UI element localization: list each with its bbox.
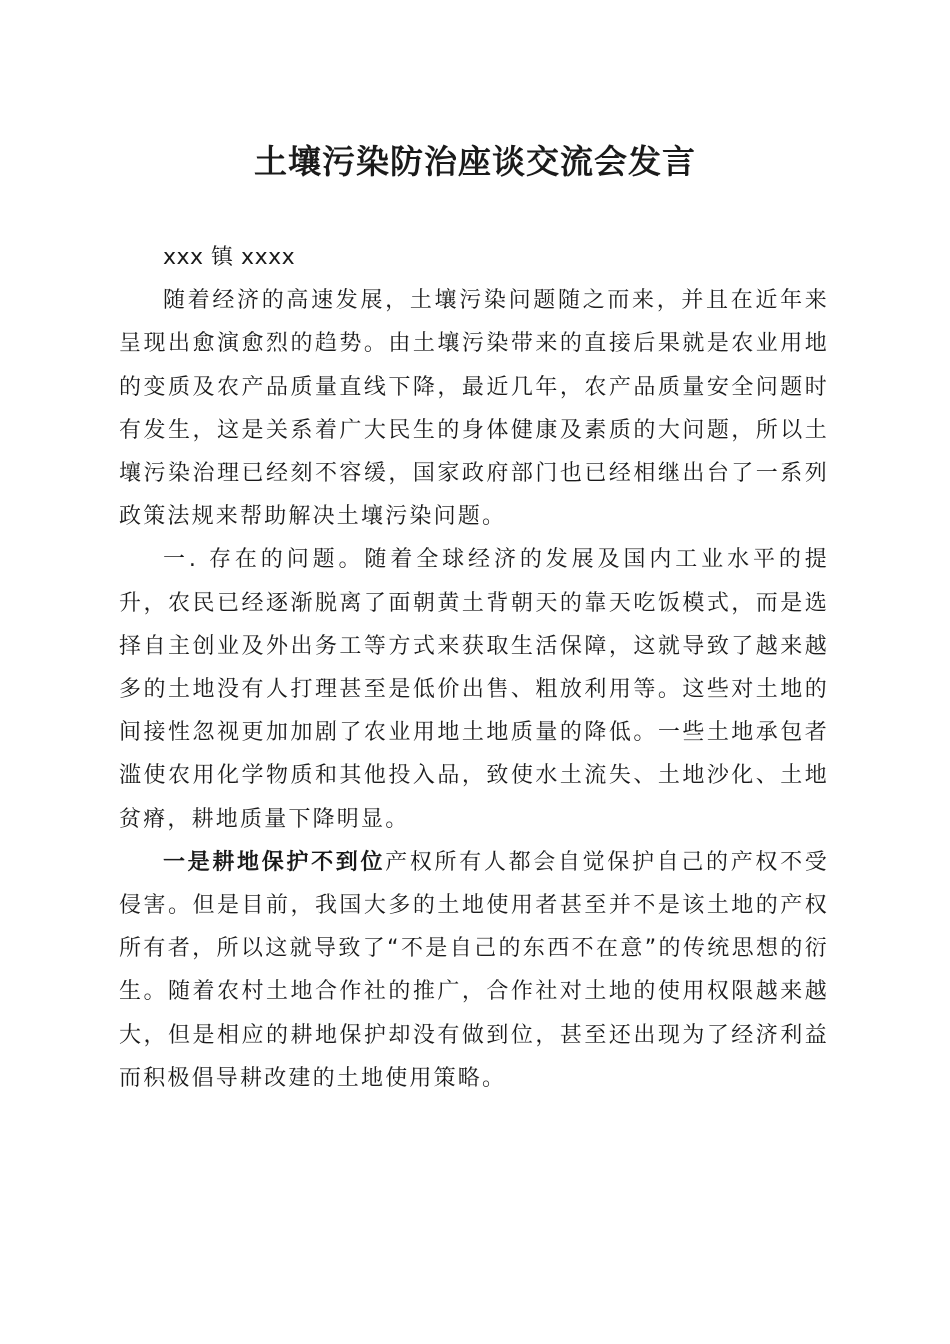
document-body bbox=[119, 236, 829, 1100]
section-one-text: 产权所有人都会自觉保护自己的产权不受侵害。但是目前，我国大多的土地使用者甚至并不是该土地的产权所有者，所以这就导致了“不是自己的东西不在意”的传统思想的衍生。随着农村土地合作社的推广，合作社对土地的使用权限越来越大，但是相应的耕地保护却没有做到位，甚至还出现为了经济利益而积极倡导耕改建的土地使用策略。 bbox=[119, 849, 829, 1091]
problems-paragraph: 一. 存在的问题。随着全球经济的发展及国内工业水平的提升，农民已经逐渐脱离了面朝黄土背朝天的靠天吃饭模式，而是选择自主创业及外出务工等方式来获取生活保障，这就导致了越来越多的土地没有人打理甚至是低价出售、粗放利用等。这些对土地的间接性忽视更加加剧了农业用地土地质量的降低。一些土地承包者滥使农用化学物质和其他投入品，致使水土流失、土地沙化、土地贫瘠，耕地质量下降明显。 bbox=[119, 547, 829, 832]
author-line: xxx 镇 xxxx bbox=[163, 245, 296, 270]
section-one-paragraph bbox=[119, 841, 829, 1100]
document-title: 土壤污染防治座谈交流会发言 bbox=[254, 142, 696, 181]
intro-paragraph: 随着经济的高速发展，土壤污染问题随之而来，并且在近年来呈现出愈演愈烈的趋势。由土壤污染带来的直接后果就是农业用地的变质及农产品质量直线下降，最近几年，农产品质量安全问题时有发生，这是关系着广大民生的身体健康及素质的大问题，所以土壤污染治理已经刻不容缓，国家政府部门也已经相继出台了一系列政策法规来帮助解决土壤污染问题。 bbox=[119, 288, 829, 530]
section-one-lead: 一是耕地保护不到位 bbox=[163, 849, 386, 875]
